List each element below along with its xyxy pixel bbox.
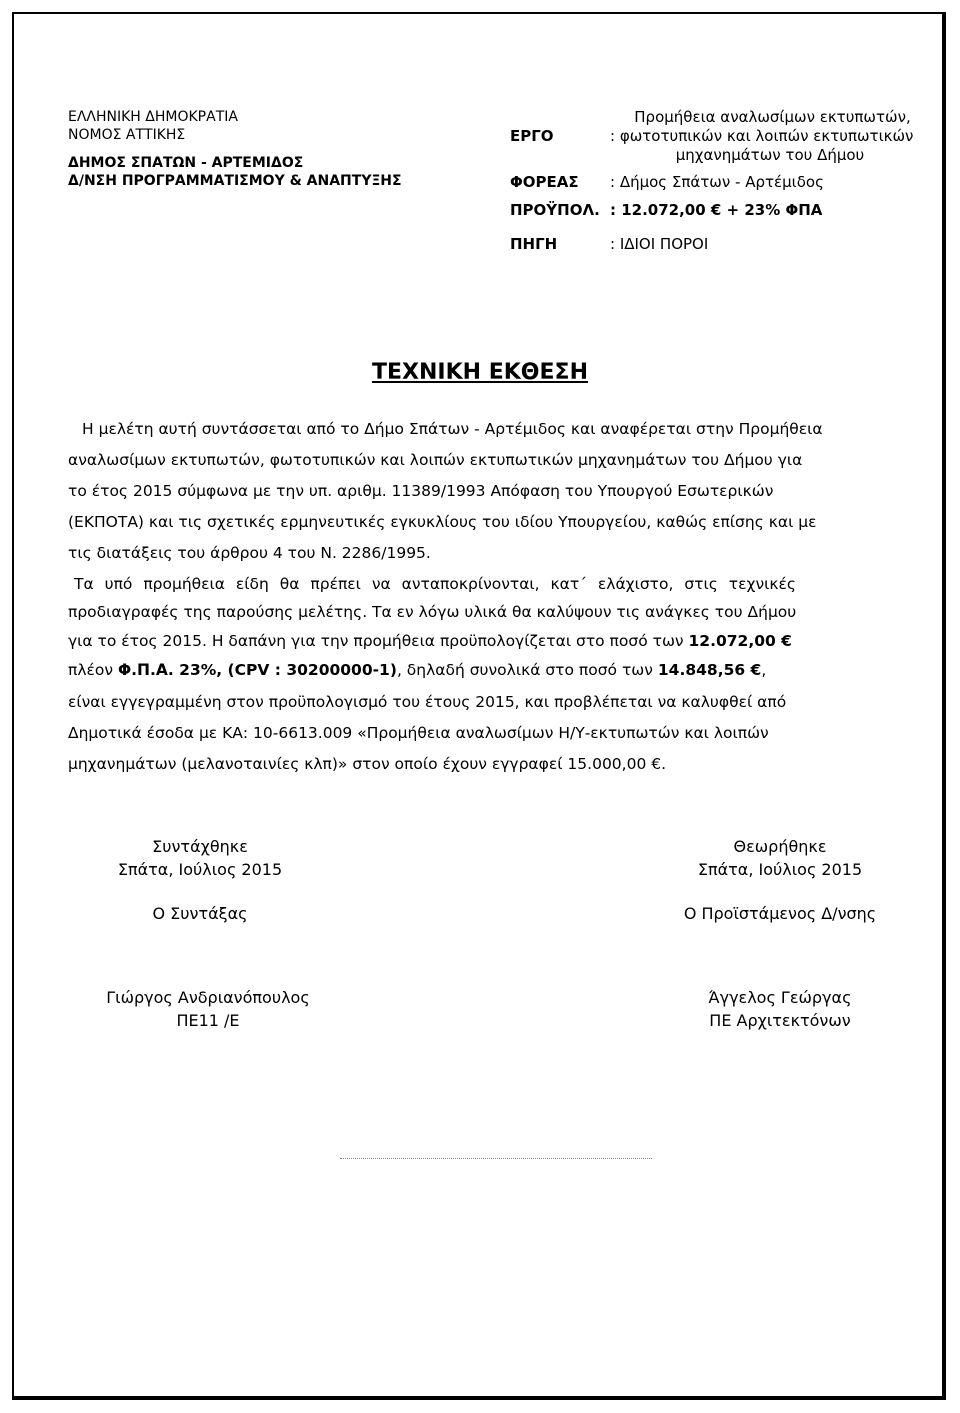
right-title: ΠΕ Αρχιτεκτόνων	[709, 1011, 851, 1030]
body-line-6: Τα υπό προμήθεια είδη θα πρέπει να ανταποκρίνονται, κατ΄ ελάχιστο, στις τεχνικές	[74, 575, 796, 593]
left-status: Συντάχθηκε	[152, 837, 248, 856]
left-name: Γιώργος Ανδριανόπουλος	[106, 988, 310, 1007]
vat-cpv: Φ.Π.Α. 23%, (CPV : 30200000-1)	[117, 661, 397, 679]
directorate-line: Δ/ΝΣΗ ΠΡΟΓΡΑΜΜΑΤΙΣΜΟΥ & ΑΝΑΠΤΥΞΗΣ	[68, 173, 402, 189]
document-title: ΤΕΧΝΙΚΗ ΕΚΘΕΣΗ	[372, 360, 588, 385]
body-line-8	[68, 632, 900, 650]
body-line-10: είναι εγγεγραμμένη στον προϋπολογισμό του έτους 2015, και προβλέπεται να καλυφθεί από	[68, 693, 787, 711]
body-line-7: προδιαγραφές της παρούσης μελέτης. Τα εν λόγω υλικά θα καλύψουν τις ανάγκες του Δήμου	[68, 603, 797, 621]
body-line-9-text-e: ,	[761, 661, 767, 679]
proypol-label: ΠΡΟΫΠΟΛ.	[510, 201, 600, 219]
header-left	[68, 108, 402, 190]
municipality-line: ΔΗΜΟΣ ΣΠΑΤΩΝ - ΑΡΤΕΜΙΔΟΣ	[68, 155, 304, 171]
ergo-value-3: μηχανημάτων του Δήμου	[675, 146, 865, 164]
foreas-label: ΦΟΡΕΑΣ	[510, 173, 579, 191]
footer-dotted-line	[340, 1158, 652, 1159]
right-role: Ο Προϊστάμενος Δ/νσης	[683, 904, 877, 923]
prefecture-line: ΝΟΜΟΣ ΑΤΤΙΚΗΣ	[68, 127, 186, 143]
net-amount: 12.072,00 €	[688, 632, 792, 650]
pigi-label: ΠΗΓΗ	[510, 235, 558, 253]
right-name: Άγγελος Γεώργας	[708, 988, 852, 1007]
body-line-2: αναλωσίμων εκτυπωτών, φωτοτυπικών και λοιπών εκτυπωτικών μηχανημάτων του Δήμου για	[68, 451, 803, 469]
pigi-value: : ΙΔΙΟΙ ΠΟΡΟΙ	[610, 235, 709, 253]
ergo-value-2: : φωτοτυπικών και λοιπών εκτυπωτικών	[610, 127, 914, 145]
foreas-value: : Δήμος Σπάτων - Αρτέμιδος	[610, 173, 824, 191]
left-place-date: Σπάτα, Ιούλιος 2015	[117, 860, 283, 879]
ergo-label: ΕΡΓΟ	[510, 127, 554, 145]
proypol-value: : 12.072,00 € + 23% ΦΠΑ	[610, 201, 823, 219]
left-title: ΠΕ11 /Ε	[176, 1011, 240, 1030]
body-line-9-text-c: , δηλαδή συνολικά στο ποσό των	[396, 661, 658, 679]
body-line-8-text: για το έτος 2015. Η δαπάνη για την προμήθεια προϋπολογίζεται στο ποσό των	[68, 632, 689, 650]
left-role: Ο Συντάξας	[152, 904, 248, 923]
body-line-4: (ΕΚΠΟΤΑ) και τις σχετικές ερμηνευτικές εγκυκλίους του ιδίου Υπουργείου, καθώς επίσης και με	[68, 513, 817, 531]
body-line-11: Δημοτικά έσοδα με ΚΑ: 10-6613.009 «Προμήθεια αναλωσίμων Η/Υ-εκτυπωτών και λοιπών	[68, 724, 769, 742]
total-amount: 14.848,56 €	[657, 661, 762, 679]
ergo-value-1: Προμήθεια αναλωσίμων εκτυπωτών,	[634, 108, 911, 126]
body-line-5: τις διατάξεις του άρθρου 4 του Ν. 2286/1995.	[68, 544, 431, 562]
body-line-1: Η μελέτη αυτή συντάσσεται από το Δήμο Σπάτων - Αρτέμιδος και αναφέρεται στην Προμήθεια	[82, 420, 823, 438]
body-line-12: μηχανημάτων (μελανοταινίες κλπ)» στον οποίο έχουν εγγραφεί 15.000,00 €.	[68, 755, 667, 773]
body-line-9	[68, 661, 900, 679]
body-line-3: το έτος 2015 σύμφωνα με την υπ. αριθμ. 11389/1993 Απόφαση του Υπουργού Εσωτερικών	[68, 482, 774, 500]
right-status: Θεωρήθηκε	[733, 837, 827, 856]
republic-line: ΕΛΛΗΝΙΚΗ ΔΗΜΟΚΡΑΤΙΑ	[68, 109, 238, 125]
body-line-9-text-a: πλέον	[68, 661, 118, 679]
right-place-date: Σπάτα, Ιούλιος 2015	[697, 860, 863, 879]
